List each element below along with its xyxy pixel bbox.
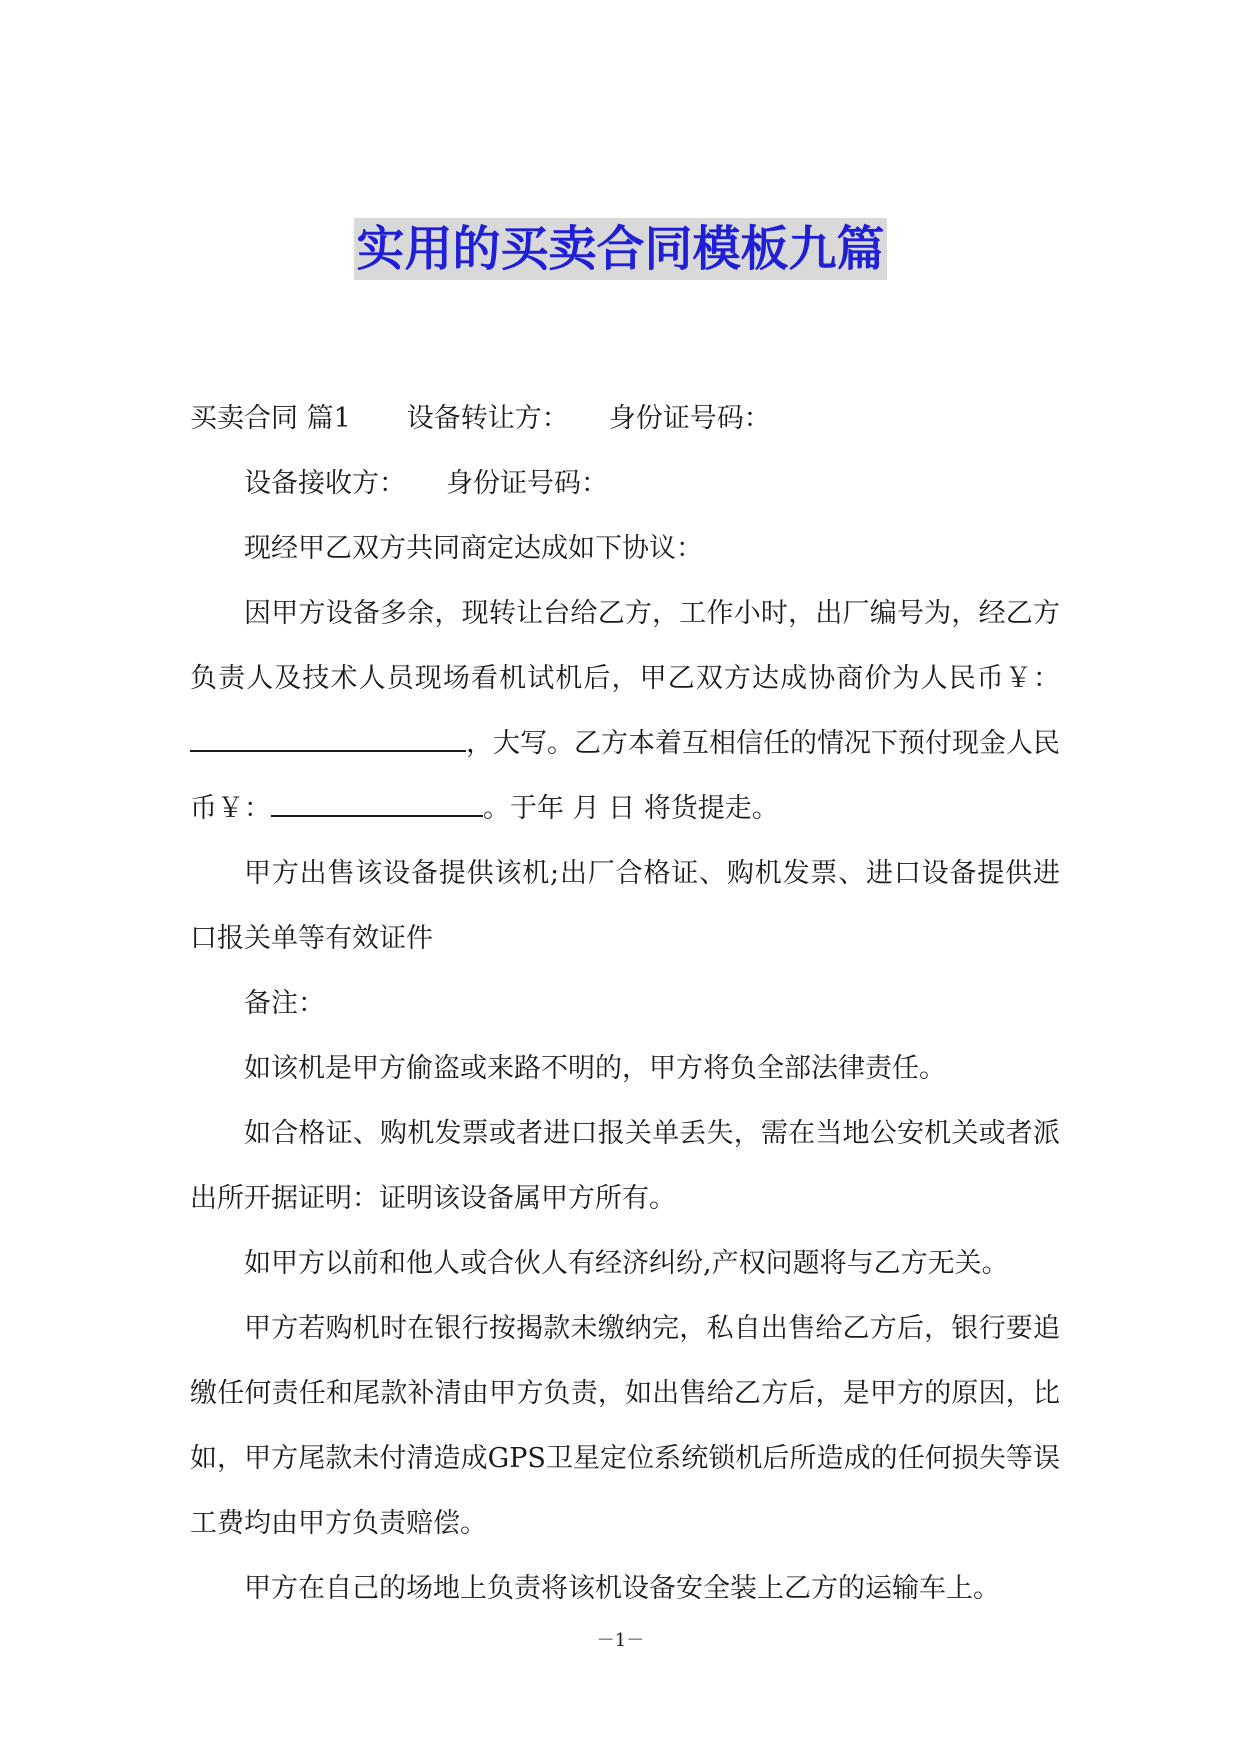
paragraph-10: 甲方若购机时在银行按揭款未缴纳完，私自出售给乙方后，银行要追缴任何责任和尾款补清由甲方负责，如出售给乙方后，是甲方的原因，比如，甲方尾款未付清造成GPS卫星定位系统锁机后所造成的任何损失等误工费均由甲方负责赔偿。 xyxy=(190,1313,1060,1539)
paragraph-7: 如该机是甲方偷盗或来路不明的，甲方将负全部法律责任。 xyxy=(244,1053,946,1084)
paragraph-4 xyxy=(190,581,1060,841)
title-container xyxy=(0,218,1241,280)
prepay-blank xyxy=(271,789,483,817)
paragraph-9: 如甲方以前和他人或合伙人有经济纠纷,产权问题将与乙方无关。 xyxy=(244,1248,1009,1279)
paragraph-6: 备注： xyxy=(244,988,325,1019)
document-body xyxy=(190,386,1060,1621)
transferor-label: 设备转让方： xyxy=(406,403,569,434)
paragraph-2 xyxy=(190,451,1060,516)
price-blank xyxy=(190,724,466,752)
paragraph-4-part-c: 。于年 月 日 将货提走。 xyxy=(483,793,779,824)
page-number: －1－ xyxy=(596,1630,645,1651)
receiver-label: 设备接收方： xyxy=(244,468,406,499)
contract-heading: 买卖合同 篇1 xyxy=(190,403,351,434)
paragraph-4-part-a: 因甲方设备多余，现转让台给乙方，工作小时，出厂编号为，经乙方负责人及技术人员现场看机试机后，甲乙双方达成协商价为人民币￥： xyxy=(190,598,1060,694)
paragraph-5: 甲方出售该设备提供该机;出厂合格证、购机发票、进口设备提供进口报关单等有效证件 xyxy=(190,858,1060,954)
receiver-id-label: 身份证号码： xyxy=(446,468,608,499)
paragraph-11: 甲方在自己的场地上负责将该机设备安全装上乙方的运输车上。 xyxy=(244,1573,1000,1604)
transferor-id-label: 身份证号码： xyxy=(608,403,771,434)
paragraph-4-part-b: ，大写。乙方本着互相信任的情况下预付现金人民币￥： xyxy=(190,728,1060,824)
document-title: 实用的买卖合同模板九篇 xyxy=(354,218,886,280)
paragraph-1 xyxy=(190,386,1060,451)
paragraph-3: 现经甲乙双方共同商定达成如下协议： xyxy=(244,533,703,564)
paragraph-8: 如合格证、购机发票或者进口报关单丢失，需在当地公安机关或者派出所开据证明：证明该设备属甲方所有。 xyxy=(190,1118,1060,1214)
